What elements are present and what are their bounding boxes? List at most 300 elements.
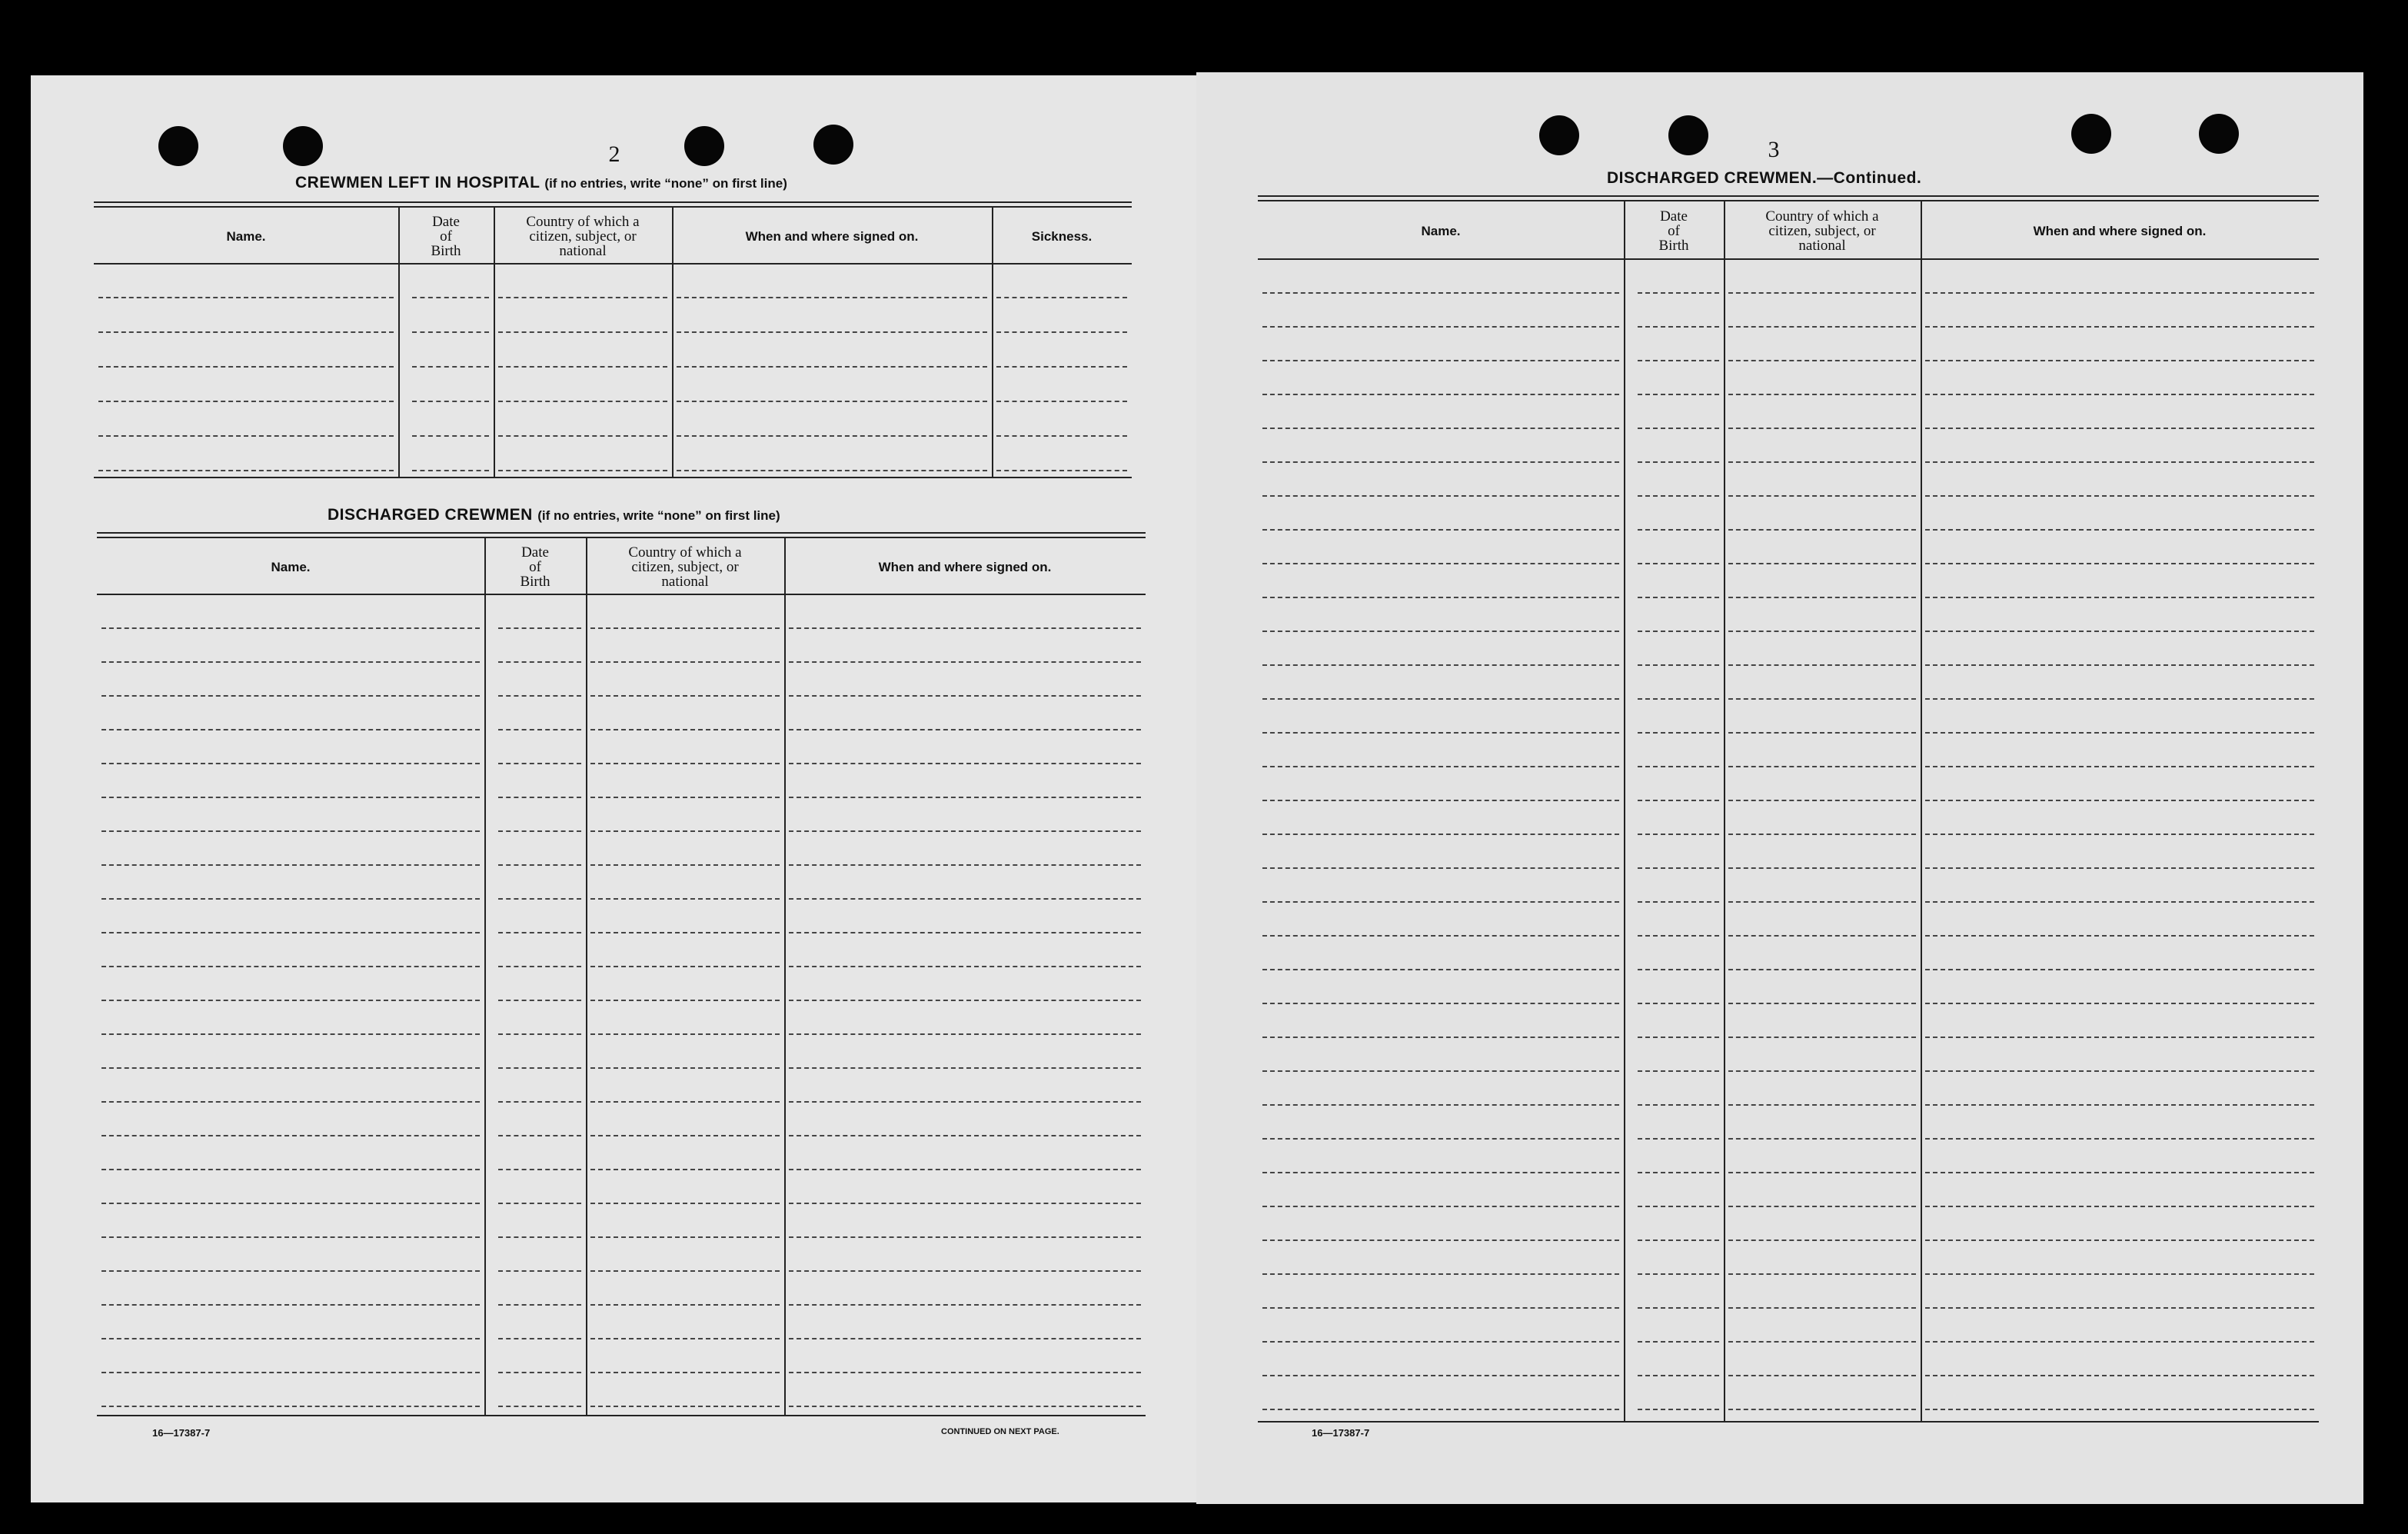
punch-hole (2071, 114, 2111, 154)
entry-line[interactable] (1728, 698, 1916, 700)
entry-line[interactable] (590, 627, 780, 629)
entry-line[interactable] (1262, 428, 1619, 429)
entry-line[interactable] (1925, 1138, 2314, 1140)
entry-line[interactable] (1638, 901, 1719, 903)
entry-line[interactable] (498, 864, 581, 866)
entry-line[interactable] (1262, 766, 1619, 767)
entry-line[interactable] (1728, 1104, 1916, 1106)
punch-hole (158, 126, 198, 166)
entry-line[interactable] (1925, 1003, 2314, 1004)
entry-line[interactable] (1925, 428, 2314, 429)
hospital-table (94, 201, 1132, 478)
entry-line[interactable] (1728, 1138, 1916, 1140)
entry-line[interactable] (498, 695, 581, 697)
entry-line[interactable] (590, 1000, 780, 1001)
entry-line[interactable] (590, 729, 780, 730)
entry-line[interactable] (1728, 394, 1916, 395)
entry-line[interactable] (590, 1270, 780, 1272)
entry-line[interactable] (1638, 1375, 1719, 1376)
entry-line[interactable] (101, 1270, 480, 1272)
entry-line[interactable] (789, 830, 1141, 832)
discharged-continued-title: DISCHARGED CREWMEN.—Continued. (1607, 169, 1922, 187)
entry-line[interactable] (1262, 461, 1619, 463)
entry-line[interactable] (1638, 969, 1719, 970)
header-rule (1258, 258, 2319, 260)
entry-line[interactable] (789, 966, 1141, 967)
entry-line[interactable] (1262, 1409, 1619, 1410)
entry-line[interactable] (1638, 563, 1719, 564)
entry-line[interactable] (590, 1033, 780, 1035)
entry-line[interactable] (590, 763, 780, 764)
entry-line[interactable] (789, 1203, 1141, 1204)
entry-line[interactable] (1925, 698, 2314, 700)
entry-line[interactable] (1638, 360, 1719, 361)
entry-line[interactable] (590, 830, 780, 832)
entry-line[interactable] (101, 1135, 480, 1136)
entry-line[interactable] (101, 830, 480, 832)
entry-line[interactable] (1638, 1138, 1719, 1140)
entry-line[interactable] (1925, 360, 2314, 361)
entry-line[interactable] (1925, 732, 2314, 734)
entry-line[interactable] (1728, 292, 1916, 294)
discharged-continued-table (1258, 195, 2319, 1423)
entry-line[interactable] (101, 1372, 480, 1373)
continued-note: CONTINUED ON NEXT PAGE. (941, 1427, 1059, 1436)
entry-line[interactable] (789, 797, 1141, 798)
entry-line[interactable] (590, 932, 780, 933)
entry-line[interactable] (101, 898, 480, 900)
entry-line[interactable] (1262, 1341, 1619, 1343)
entry-line[interactable] (98, 366, 394, 368)
entry-line[interactable] (1728, 1037, 1916, 1038)
entry-line[interactable] (101, 1101, 480, 1103)
entry-line[interactable] (1262, 495, 1619, 497)
entry-line[interactable] (101, 695, 480, 697)
entry-line[interactable] (1638, 1206, 1719, 1207)
entry-line[interactable] (1262, 969, 1619, 970)
double-rule (94, 201, 1132, 208)
entry-line[interactable] (1638, 394, 1719, 395)
punch-hole (684, 126, 724, 166)
entry-line[interactable] (789, 1169, 1141, 1170)
entry-line[interactable] (1728, 326, 1916, 328)
entry-line[interactable] (789, 763, 1141, 764)
entry-line[interactable] (1925, 1240, 2314, 1241)
entry-line[interactable] (789, 1236, 1141, 1238)
entry-line[interactable] (1638, 1037, 1719, 1038)
entry-line[interactable] (1638, 1273, 1719, 1275)
column-divider (586, 538, 587, 1416)
entry-line[interactable] (1262, 834, 1619, 835)
hospital-section-title: CREWMEN LEFT IN HOSPITAL (if no entries, write “none” on first line) (295, 174, 787, 191)
entry-line[interactable] (498, 898, 581, 900)
entry-line[interactable] (590, 1304, 780, 1306)
entry-line[interactable] (996, 297, 1127, 298)
page-number: 2 (608, 141, 620, 167)
entry-line[interactable] (1925, 1409, 2314, 1410)
entry-line[interactable] (98, 435, 394, 437)
entry-line[interactable] (498, 627, 581, 629)
entry-line[interactable] (498, 435, 667, 437)
entry-line[interactable] (677, 366, 987, 368)
entry-line[interactable] (590, 1372, 780, 1373)
entry-line[interactable] (1728, 1409, 1916, 1410)
entry-line[interactable] (789, 1270, 1141, 1272)
entry-line[interactable] (1262, 1206, 1619, 1207)
entry-line[interactable] (590, 864, 780, 866)
entry-line[interactable] (1728, 1206, 1916, 1207)
entry-line[interactable] (789, 1304, 1141, 1306)
entry-line[interactable] (590, 661, 780, 663)
column-divider (1921, 201, 1922, 1423)
entry-line[interactable] (1925, 1172, 2314, 1173)
entry-line[interactable] (498, 1372, 581, 1373)
entry-line[interactable] (1638, 326, 1719, 328)
entry-line[interactable] (1925, 1307, 2314, 1309)
entry-line[interactable] (101, 1406, 480, 1407)
entry-line[interactable] (1638, 1409, 1719, 1410)
entry-line[interactable] (498, 331, 667, 333)
entry-line[interactable] (789, 661, 1141, 663)
entry-line[interactable] (1728, 800, 1916, 801)
entry-line[interactable] (98, 401, 394, 402)
entry-line[interactable] (1925, 766, 2314, 767)
table-bottom-rule (1258, 1421, 2319, 1423)
column-header: Name. (226, 228, 266, 244)
entry-line[interactable] (498, 797, 581, 798)
entry-line[interactable] (1925, 495, 2314, 497)
column-divider (1624, 201, 1625, 1423)
entry-line[interactable] (1638, 1307, 1719, 1309)
entry-line[interactable] (412, 401, 489, 402)
entry-line[interactable] (101, 763, 480, 764)
entry-line[interactable] (1638, 495, 1719, 497)
entry-line[interactable] (996, 366, 1127, 368)
entry-line[interactable] (1638, 935, 1719, 937)
entry-line[interactable] (498, 1169, 581, 1170)
entry-line[interactable] (1262, 800, 1619, 801)
entry-line[interactable] (1728, 935, 1916, 937)
entry-line[interactable] (101, 1033, 480, 1035)
entry-line[interactable] (1638, 800, 1719, 801)
entry-line[interactable] (677, 297, 987, 298)
entry-line[interactable] (1638, 698, 1719, 700)
discharged-section-title: DISCHARGED CREWMEN (if no entries, write “none” on first line) (328, 506, 780, 524)
entry-line[interactable] (1262, 867, 1619, 869)
entry-line[interactable] (1638, 1104, 1719, 1106)
entry-line[interactable] (412, 435, 489, 437)
entry-line[interactable] (1728, 732, 1916, 734)
entry-line[interactable] (1262, 529, 1619, 531)
entry-line[interactable] (101, 1067, 480, 1069)
entry-line[interactable] (789, 1406, 1141, 1407)
column-header: Country of which a citizen, subject, or national (526, 213, 640, 259)
entry-line[interactable] (1728, 529, 1916, 531)
entry-line[interactable] (1262, 1070, 1619, 1072)
entry-line[interactable] (1638, 664, 1719, 666)
entry-line[interactable] (1925, 1104, 2314, 1106)
entry-line[interactable] (98, 297, 394, 298)
entry-line[interactable] (1262, 1172, 1619, 1173)
entry-line[interactable] (1262, 935, 1619, 937)
entry-line[interactable] (1262, 664, 1619, 666)
entry-line[interactable] (1638, 867, 1719, 869)
entry-line[interactable] (1262, 1138, 1619, 1140)
entry-line[interactable] (789, 627, 1141, 629)
entry-line[interactable] (498, 1033, 581, 1035)
entry-line[interactable] (101, 1304, 480, 1306)
entry-line[interactable] (1728, 1172, 1916, 1173)
entry-line[interactable] (1638, 1341, 1719, 1343)
entry-line[interactable] (1728, 1240, 1916, 1241)
entry-line[interactable] (1638, 834, 1719, 835)
entry-line[interactable] (101, 661, 480, 663)
entry-line[interactable] (1925, 867, 2314, 869)
entry-line[interactable] (498, 1203, 581, 1204)
entry-line[interactable] (1728, 1070, 1916, 1072)
entry-line[interactable] (1728, 766, 1916, 767)
entry-line[interactable] (590, 797, 780, 798)
entry-line[interactable] (677, 401, 987, 402)
entry-line[interactable] (1925, 1273, 2314, 1275)
entry-line[interactable] (1638, 292, 1719, 294)
entry-line[interactable] (590, 1101, 780, 1103)
entry-line[interactable] (412, 331, 489, 333)
column-divider (1724, 201, 1725, 1423)
entry-line[interactable] (498, 1338, 581, 1339)
entry-line[interactable] (101, 1338, 480, 1339)
entry-line[interactable] (789, 1033, 1141, 1035)
entry-line[interactable] (1638, 529, 1719, 531)
entry-line[interactable] (98, 331, 394, 333)
entry-line[interactable] (1925, 631, 2314, 632)
entry-line[interactable] (590, 1169, 780, 1170)
entry-line[interactable] (677, 331, 987, 333)
entry-line[interactable] (498, 1270, 581, 1272)
entry-line[interactable] (1925, 1070, 2314, 1072)
entry-line[interactable] (590, 966, 780, 967)
entry-line[interactable] (1925, 1375, 2314, 1376)
entry-line[interactable] (1262, 631, 1619, 632)
entry-line[interactable] (1925, 326, 2314, 328)
entry-line[interactable] (1638, 766, 1719, 767)
entry-line[interactable] (1925, 1341, 2314, 1343)
page-number: 3 (1768, 137, 1780, 162)
entry-line[interactable] (1638, 1070, 1719, 1072)
entry-line[interactable] (498, 1236, 581, 1238)
entry-line[interactable] (996, 331, 1127, 333)
entry-line[interactable] (1925, 597, 2314, 598)
entry-line[interactable] (1728, 834, 1916, 835)
entry-line[interactable] (1728, 867, 1916, 869)
entry-line[interactable] (1728, 1003, 1916, 1004)
entry-line[interactable] (1262, 901, 1619, 903)
entry-line[interactable] (1728, 563, 1916, 564)
entry-line[interactable] (1925, 529, 2314, 531)
entry-line[interactable] (1925, 901, 2314, 903)
entry-line[interactable] (789, 864, 1141, 866)
entry-line[interactable] (1262, 563, 1619, 564)
entry-line[interactable] (1925, 563, 2314, 564)
table-bottom-rule (97, 1415, 1146, 1416)
column-header: When and where signed on. (2033, 223, 2207, 238)
entry-line[interactable] (1262, 1037, 1619, 1038)
entry-line[interactable] (590, 1406, 780, 1407)
entry-line[interactable] (1262, 1307, 1619, 1309)
entry-line[interactable] (1925, 394, 2314, 395)
entry-line[interactable] (498, 366, 667, 368)
entry-line[interactable] (1728, 631, 1916, 632)
entry-line[interactable] (1262, 360, 1619, 361)
entry-line[interactable] (498, 830, 581, 832)
entry-line[interactable] (498, 763, 581, 764)
entry-line[interactable] (1728, 1375, 1916, 1376)
entry-line[interactable] (1638, 631, 1719, 632)
punch-hole (2199, 114, 2239, 154)
entry-line[interactable] (1728, 664, 1916, 666)
entry-line[interactable] (789, 932, 1141, 933)
entry-line[interactable] (412, 297, 489, 298)
entry-line[interactable] (98, 470, 394, 471)
entry-line[interactable] (1925, 800, 2314, 801)
entry-line[interactable] (1262, 732, 1619, 734)
entry-line[interactable] (1262, 1240, 1619, 1241)
entry-line[interactable] (1262, 597, 1619, 598)
column-header: When and where signed on. (745, 228, 919, 244)
entry-line[interactable] (1728, 1307, 1916, 1309)
entry-line[interactable] (498, 297, 667, 298)
entry-line[interactable] (590, 1236, 780, 1238)
entry-line[interactable] (498, 1135, 581, 1136)
entry-line[interactable] (1262, 326, 1619, 328)
entry-line[interactable] (498, 661, 581, 663)
entry-line[interactable] (498, 470, 667, 471)
entry-line[interactable] (498, 966, 581, 967)
table-bottom-rule (94, 477, 1132, 478)
entry-line[interactable] (101, 1169, 480, 1170)
entry-line[interactable] (1638, 428, 1719, 429)
entry-line[interactable] (498, 729, 581, 730)
entry-line[interactable] (1638, 1003, 1719, 1004)
entry-line[interactable] (789, 729, 1141, 730)
double-rule (1258, 195, 2319, 201)
entry-line[interactable] (101, 932, 480, 933)
entry-line[interactable] (498, 1067, 581, 1069)
entry-line[interactable] (101, 1203, 480, 1204)
entry-line[interactable] (1728, 969, 1916, 970)
entry-line[interactable] (1925, 1206, 2314, 1207)
entry-line[interactable] (1925, 664, 2314, 666)
entry-line[interactable] (412, 366, 489, 368)
entry-line[interactable] (1728, 901, 1916, 903)
entry-line[interactable] (412, 470, 489, 471)
entry-line[interactable] (498, 1101, 581, 1103)
entry-line[interactable] (1728, 428, 1916, 429)
entry-line[interactable] (1925, 292, 2314, 294)
entry-line[interactable] (789, 1372, 1141, 1373)
entry-line[interactable] (1925, 834, 2314, 835)
entry-line[interactable] (1728, 495, 1916, 497)
entry-line[interactable] (1638, 732, 1719, 734)
entry-line[interactable] (1262, 1104, 1619, 1106)
entry-line[interactable] (996, 435, 1127, 437)
entry-line[interactable] (1262, 1375, 1619, 1376)
entry-line[interactable] (996, 401, 1127, 402)
entry-line[interactable] (590, 1135, 780, 1136)
entry-line[interactable] (1925, 461, 2314, 463)
entry-line[interactable] (101, 864, 480, 866)
entry-line[interactable] (789, 1135, 1141, 1136)
entry-line[interactable] (677, 470, 987, 471)
entry-line[interactable] (1262, 698, 1619, 700)
column-header: Sickness. (1031, 228, 1093, 244)
entry-line[interactable] (789, 1101, 1141, 1103)
entry-line[interactable] (1728, 360, 1916, 361)
entry-line[interactable] (789, 695, 1141, 697)
entry-line[interactable] (677, 435, 987, 437)
entry-line[interactable] (1925, 935, 2314, 937)
entry-line[interactable] (590, 1067, 780, 1069)
column-divider (784, 538, 786, 1416)
entry-line[interactable] (590, 898, 780, 900)
entry-line[interactable] (498, 932, 581, 933)
entry-line[interactable] (789, 1000, 1141, 1001)
entry-line[interactable] (498, 1000, 581, 1001)
entry-line[interactable] (1262, 292, 1619, 294)
entry-line[interactable] (590, 1338, 780, 1339)
column-header: Name. (271, 559, 311, 574)
entry-line[interactable] (789, 1067, 1141, 1069)
punch-hole (1668, 115, 1708, 155)
entry-line[interactable] (1638, 1240, 1719, 1241)
entry-line[interactable] (101, 1236, 480, 1238)
entry-line[interactable] (101, 966, 480, 967)
entry-line[interactable] (590, 1203, 780, 1204)
column-header: When and where signed on. (878, 559, 1052, 574)
entry-line[interactable] (498, 1406, 581, 1407)
entry-line[interactable] (789, 1338, 1141, 1339)
entry-line[interactable] (1728, 461, 1916, 463)
column-header: Country of which a citizen, subject, or national (628, 544, 742, 590)
entry-line[interactable] (1728, 597, 1916, 598)
entry-line[interactable] (498, 1304, 581, 1306)
punch-hole (283, 126, 323, 166)
entry-line[interactable] (101, 729, 480, 730)
entry-line[interactable] (1728, 1273, 1916, 1275)
entry-line[interactable] (789, 898, 1141, 900)
entry-line[interactable] (1638, 1172, 1719, 1173)
entry-line[interactable] (101, 627, 480, 629)
form-number: 16—17387-7 (152, 1427, 211, 1439)
entry-line[interactable] (1262, 1003, 1619, 1004)
entry-line[interactable] (1262, 1273, 1619, 1275)
entry-line[interactable] (590, 695, 780, 697)
column-divider (484, 538, 486, 1416)
entry-line[interactable] (1638, 461, 1719, 463)
left-page (31, 75, 1210, 1502)
entry-line[interactable] (1728, 1341, 1916, 1343)
entry-line[interactable] (1638, 597, 1719, 598)
entry-line[interactable] (498, 401, 667, 402)
entry-line[interactable] (1925, 1037, 2314, 1038)
entry-line[interactable] (101, 1000, 480, 1001)
punch-hole (813, 125, 853, 165)
entry-line[interactable] (1925, 969, 2314, 970)
entry-line[interactable] (1262, 394, 1619, 395)
entry-line[interactable] (101, 797, 480, 798)
column-header: Date of Birth (520, 544, 550, 590)
entry-line[interactable] (996, 470, 1127, 471)
